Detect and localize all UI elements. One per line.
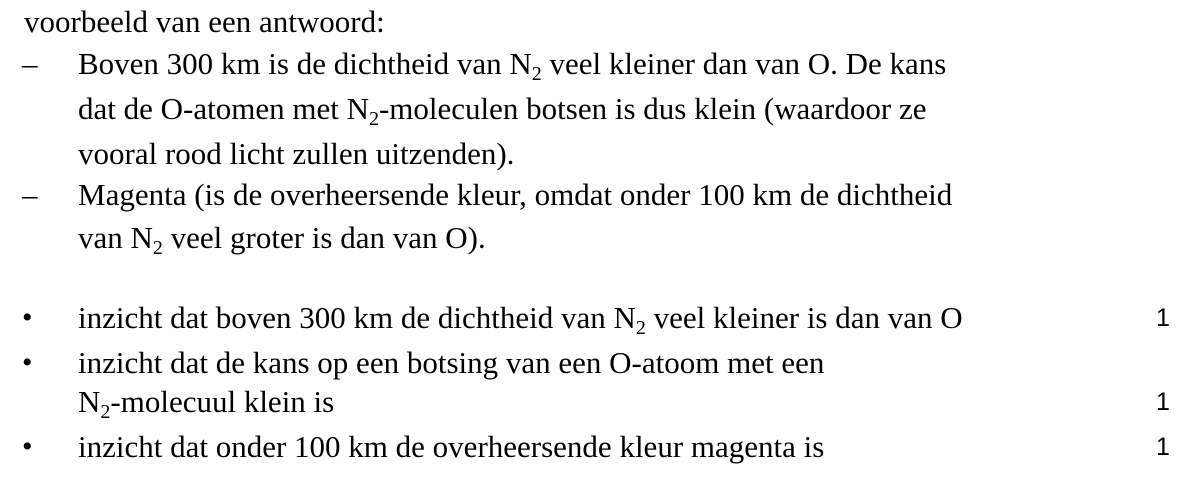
text-part: veel kleiner dan van O. De kans (541, 46, 947, 81)
dash-bullet: – (22, 46, 38, 81)
scoring-text (78, 300, 963, 339)
subscript: 2 (100, 401, 111, 423)
answer-text: vooral rood licht zullen uitzenden). (78, 136, 515, 171)
answer-text: Magenta (is de overheersende kleur, omdat onder 100 km de dichtheid (78, 177, 953, 212)
text-part: veel kleiner is dan van O (645, 300, 963, 335)
text-part: -molecuul klein is (110, 384, 335, 419)
score-points: 1 (1156, 304, 1170, 332)
subscript: 2 (152, 237, 163, 259)
heading: voorbeeld van een antwoord: (24, 4, 385, 39)
text-part: Boven 300 km is de dichtheid van N (78, 46, 532, 81)
subscript: 2 (635, 317, 646, 339)
text-part: veel groter is dan van O). (162, 220, 486, 255)
text-part: dat de O-atomen met N (78, 91, 369, 126)
bullet-point: • (22, 430, 33, 463)
text-part: inzicht dat boven 300 km de dichtheid van N (78, 300, 636, 335)
bullet-point: • (22, 301, 33, 334)
answer-text (78, 220, 486, 259)
scoring-text: inzicht dat onder 100 km de overheersende kleur magenta is (78, 429, 825, 464)
dash-bullet: – (22, 177, 38, 212)
text-part: N (78, 384, 101, 419)
answer-text (78, 46, 947, 85)
subscript: 2 (531, 63, 542, 85)
scoring-text: inzicht dat de kans op een botsing van een O-atoom met een (78, 345, 825, 380)
subscript: 2 (368, 108, 379, 130)
scoring-text (78, 384, 335, 423)
score-points: 1 (1156, 433, 1170, 461)
text-part: van N (78, 220, 153, 255)
bullet-point: • (22, 346, 33, 379)
answer-text (78, 91, 927, 130)
score-points: 1 (1156, 388, 1170, 416)
text-part: -moleculen botsen is dus klein (waardoor ze (378, 91, 927, 126)
